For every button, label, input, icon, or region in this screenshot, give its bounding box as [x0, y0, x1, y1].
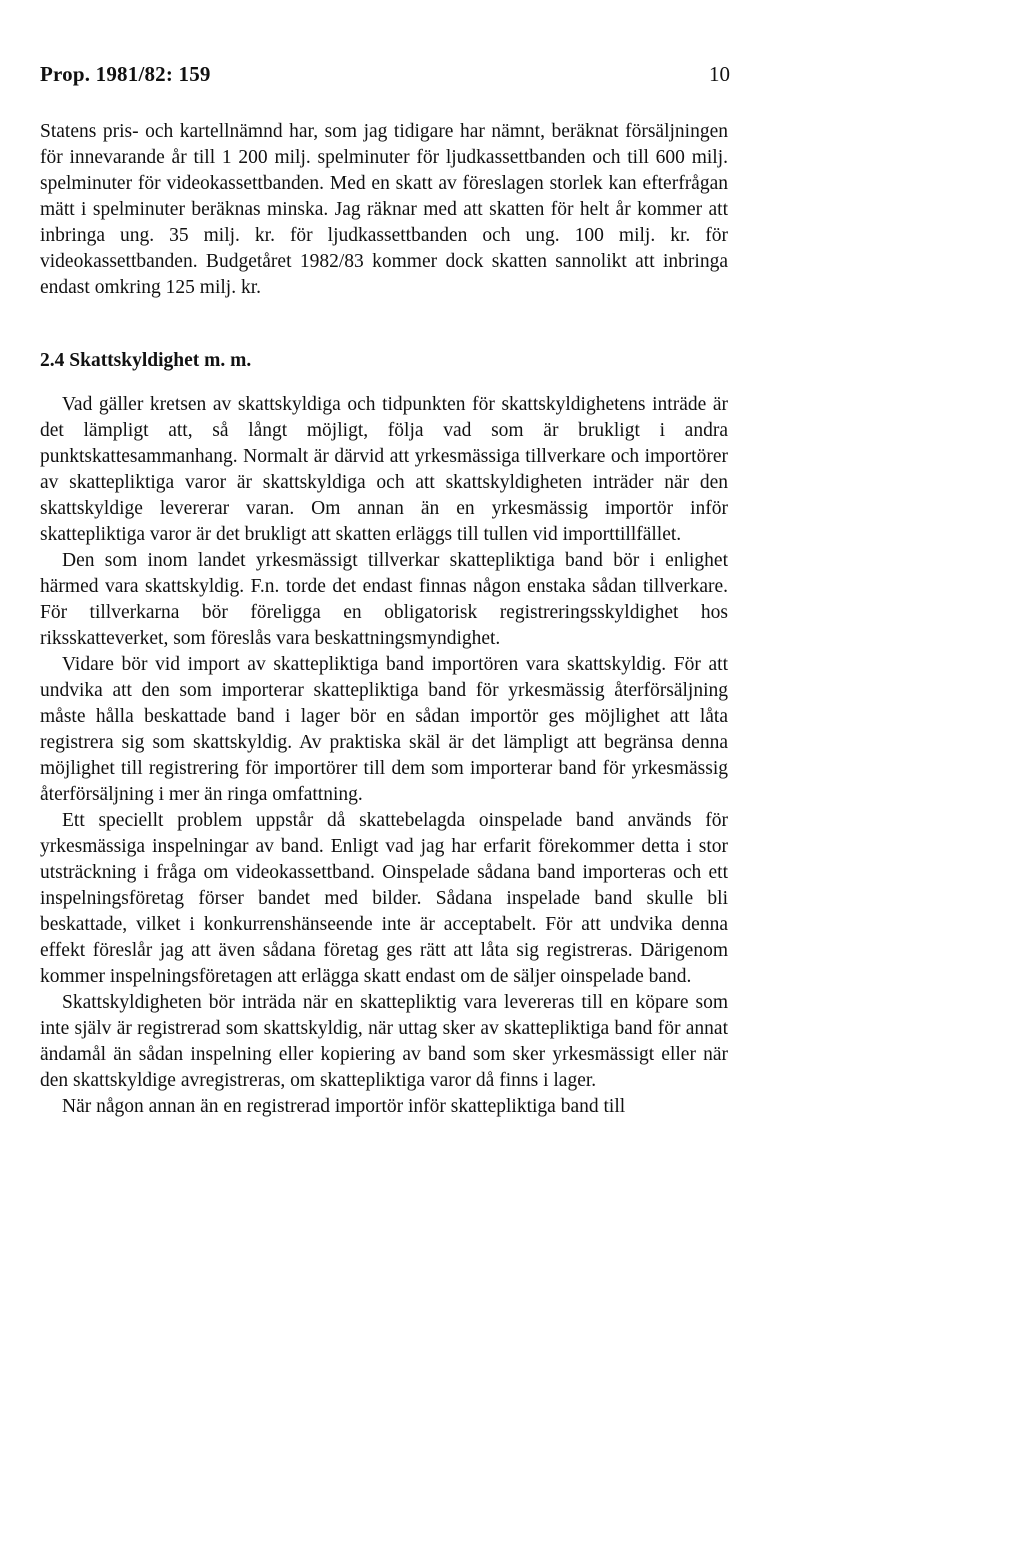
document-reference: Prop. 1981/82: 159 — [40, 62, 211, 86]
page-header — [40, 62, 730, 96]
paragraph: Vidare bör vid import av skattepliktiga band importören vara skattskyldig. För att undvika att den som importerar skattepliktiga band för yrkesmässig återförsäljning måste hålla beskattade band i lager bör en sådan importör ges möjlighet att låta registrera sig som skattskyldig. Av praktiska skäl är det lämpligt att begränsa denna möjlighet till registrering för importörer till dem som importerar band för yrkesmässig återförsäljning i mer än ringa omfattning. — [40, 654, 728, 805]
paragraph: Skattskyldigheten bör inträda när en skattepliktig vara levereras till en köpare som inte själv är registrerad som skattskyldig, när uttag sker av skattepliktiga band för annat ändamål än sådan inspelning eller kopiering av band som sker yrkesmässigt eller när den skattskyldige avregistreras, om skattepliktiga varor då finns i lager. — [40, 992, 728, 1091]
section-heading: 2.4 Skattskyldighet m. m. — [40, 350, 252, 371]
paragraph: Den som inom landet yrkesmässigt tillverkar skattepliktiga band bör i enlighet härmed vara skattskyldig. F.n. torde det endast finnas någon enstaka sådan tillverkare. För tillverkarna bör föreligga en obligatorisk registreringsskyldighet hos riksskatteverket, som föreslås vara beskattningsmyndighet. — [40, 550, 728, 649]
paragraph: Ett speciellt problem uppstår då skattebelagda oinspelade band används för yrkesmässiga inspelningar av band. Enligt vad jag har erfarit förekommer detta i stor utsträckning i fråga om videokassettband. Oinspelade sådana band importeras och ett inspelningsföretag förser bandet med bilder. Sådana inspelade band skulle bli beskattade, vilket i konkurrenshänseende inte är acceptabelt. För att undvika denna effekt föreslår jag att även sådana företag ges rätt att låta sig registreras. Därigenom kommer inspelningsföretagen att erlägga skatt endast om de säljer oinspelade band. — [40, 810, 728, 987]
paragraph: Vad gäller kretsen av skattskyldiga och tidpunkten för skattskyldighetens inträde är det lämpligt att, så långt möjligt, följa vad som är brukligt i andra punktskattesammanhang. Normalt är därvid att yrkesmässiga tillverkare och importörer av skattepliktiga varor är skattskyldiga och att skattskyldigheten inträder när den skattskyldige levererar varan. Om annan än en yrkesmässig importör inför skattepliktiga varor är det brukligt att skatten erläggs till tullen vid importtillfället. — [40, 394, 728, 545]
page-number: 10 — [709, 62, 730, 86]
intro-paragraph: Statens pris- och kartellnämnd har, som jag tidigare har nämnt, beräknat försäljningen för innevarande år till 1 200 milj. spelminuter för ljudkassettbanden och till 600 milj. spelminuter för videokassettbanden. Med en skatt av föreslagen storlek kan efterfrågan mätt i spelminuter beräknas minska. Jag räknar med att skatten för helt år kommer att inbringa ung. 35 milj. kr. för ljudkassettbanden och ung. 100 milj. kr. för videokassettbanden. Budgetåret 1982/83 kommer dock skatten sannolikt att inbringa endast omkring 125 milj. kr. — [40, 121, 728, 298]
body-text — [40, 119, 728, 1120]
paragraph: När någon annan än en registrerad importör inför skattepliktiga band till — [62, 1096, 626, 1117]
